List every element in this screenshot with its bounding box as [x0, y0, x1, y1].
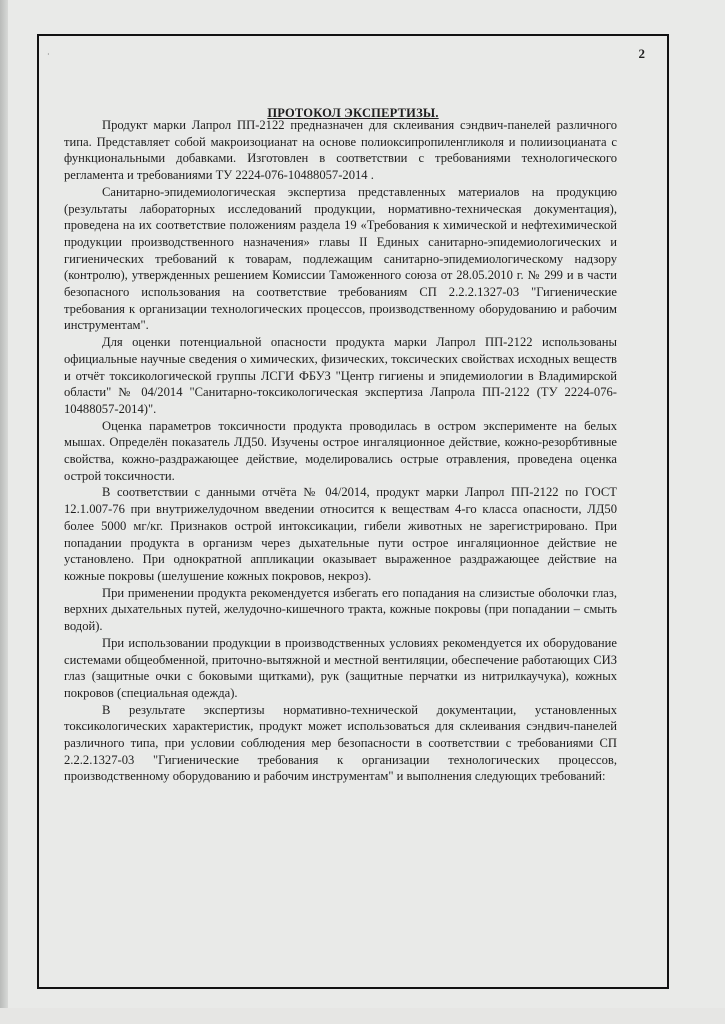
paragraph-usage-precautions: При применении продукта рекомендуется избегать его попадания на слизистые оболочки глаз, верхних дыхательных путей, желудочно-кишечного тракта, кожные покровы (при попадании – смыть водой). — [64, 585, 617, 634]
paragraph-conclusion: В результате экспертизы нормативно-технической документации, установленных токсикологических характеристик, продукт может использоваться для склеивания сэндвич-панелей различного типа, при условии соблюдения мер безопасности в соответствии с требованиями СП 2.2.2.1327-03 "Гигиенические требования к организации технологических процессов, производственному оборудованию и рабочим инструментам" и выполнения следующих требований: — [64, 702, 617, 784]
scan-bottom-margin — [0, 1008, 725, 1024]
paragraph-product-description: Продукт марки Лапрол ПП-2122 предназначен для склеивания сэндвич-панелей различного типа. Представляет собой макроизоцианат на основе полиоксипропиленгликоля и полиизоцианата с функциональными добавками. Изготовлен в соответствии с требованиями технологического регламента и требованиями ТУ 2224-076-10488057-2014 . — [64, 118, 617, 183]
document-body — [64, 117, 617, 785]
paragraph-hazard-assessment: Для оценки потенциальной опасности продукта марки Лапрол ПП-2122 использованы официальные научные сведения о химических, физических, токсических свойствах исходных веществ и отчёт токсикологической группы ЛСГИ ФБУЗ "Центр гигиены и эпидемиологии в Владимирской области" № 04/2014 "Санитарно-токсикологическая экспертиза Лапрола ПП-2122 (ТУ 2224-076-10488057-2014)". — [64, 335, 617, 416]
page-number: 2 — [638, 46, 645, 61]
scan-speck: · — [47, 50, 50, 59]
paragraph-toxicity-parameters: Оценка параметров токсичности продукта проводилась в остром эксперименте на белых мышах. Определён показатель ЛД50. Изучены острое ингаляционное действие, кожно-резорбтивные свойства, кожно-раздражающее действие, моделировались острые отравления, проведена оценка острой токсичности. — [64, 418, 617, 483]
paragraph-workplace-protection: При использовании продукции в производственных условиях рекомендуется их оборудование системами общеобменной, приточно-вытяжной и местной вентиляции, обеспечение работающих СИЗ глаз (защитные очки с боковыми щитками), рук (защитные перчатки из нитрилкаучука), кожных покровов (специальная одежда). — [64, 635, 617, 700]
paragraph-sanitary-expertise: Санитарно-эпидемиологическая экспертиза представленных материалов на продукцию (результаты лабораторных исследований продукции, нормативно-техническая документация), проведена на их соответствие положениям раздела 19 «Требования к химической и нефтехимической продукции производственного назначения» главы II Единых санитарно-эпидемиологических и гигиенических требований к товарам, подлежащим санитарно-эпидемиологическому надзору (контролю), утвержденных решением Комиссии Таможенного союза от 28.05.2010 г. № 299 и в части безопасного использования на соответствие требованиям СП 2.2.2.1327-03 "Гигиенические требования к организации технологических процессов, производственному оборудованию и рабочим инструментам". — [64, 184, 617, 333]
scan-left-edge — [0, 0, 8, 1008]
paragraph-report-findings: В соответствии с данными отчёта № 04/2014, продукт марки Лапрол ПП-2122 по ГОСТ 12.1.007-76 при внутрижелудочном введении относится к веществам 4-го класса опасности, ЛД50 более 5000 мг/кг. Признаков острой интоксикации, гибели животных не зарегистрировано. При попадании продукта в организм через дыхательные пути острое ингаляционное действие не установлено. При однократной аппликации оказывает выраженное раздражающее действие на кожные покровы (шелушение кожных покровов, некроз). — [64, 485, 617, 583]
document-title: ПРОТОКОЛ ЭКСПЕРТИЗЫ. — [267, 106, 439, 120]
